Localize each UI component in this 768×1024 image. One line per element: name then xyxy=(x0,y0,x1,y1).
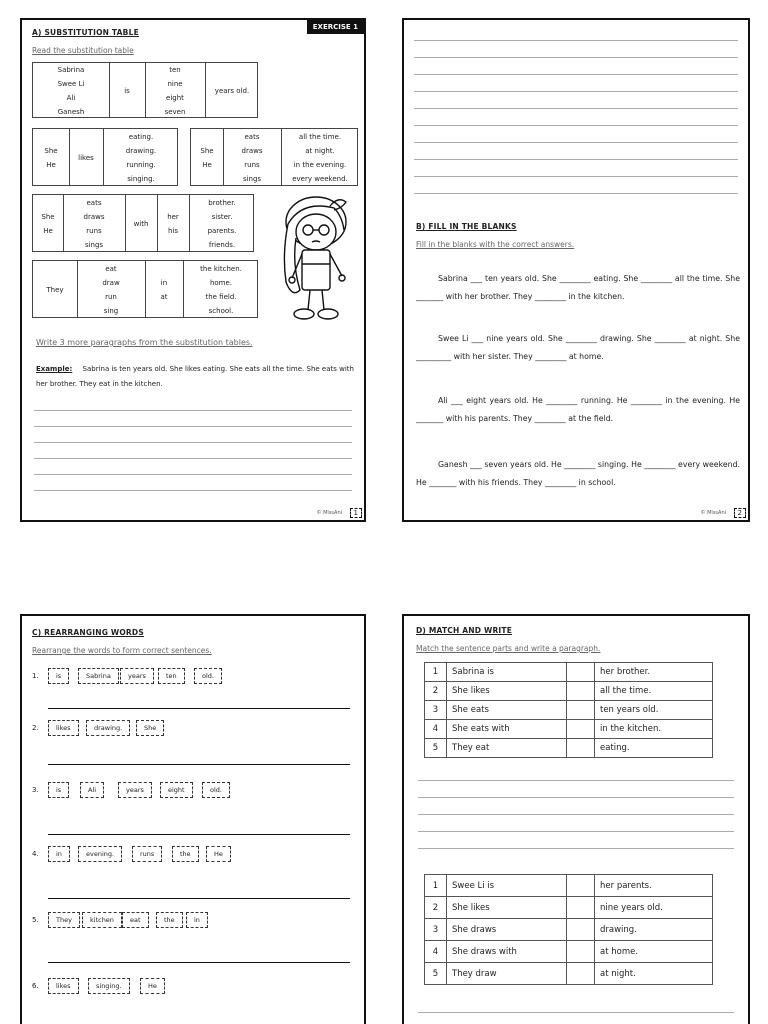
names-column: Sabrina Swee Li Ali Ganesh xyxy=(57,66,85,116)
substitution-table-5: They eat draw run sing in at the kitchen. home. the field. school. xyxy=(32,260,258,318)
answer-line[interactable] xyxy=(48,708,350,709)
table-row: 3 She draws drawing. xyxy=(425,919,713,941)
writing-line[interactable] xyxy=(418,797,734,798)
word-tile[interactable]: Sabrina xyxy=(78,668,119,684)
word-tile[interactable]: drawing. xyxy=(86,720,130,736)
section-heading: B) FILL IN THE BLANKS xyxy=(416,222,517,231)
writing-line[interactable] xyxy=(414,40,738,41)
write-instruction: Write 3 more paragraphs from the substitution tables. xyxy=(36,338,253,347)
match-table-2 xyxy=(424,874,713,985)
copyright: © MissAni xyxy=(316,510,342,516)
word-tile[interactable]: He xyxy=(206,846,231,862)
instruction: Rearrange the words to form correct sentences. xyxy=(32,646,212,655)
table-row: 5 They eat eating. xyxy=(425,739,713,758)
word-tile[interactable]: kitchen xyxy=(82,912,122,928)
section-heading: C) REARRANGING WORDS xyxy=(32,628,144,637)
writing-line[interactable] xyxy=(414,74,738,75)
fill-blank-paragraph-3[interactable]: Ali ___ eight years old. He ________ running. He ________ in the evening. He _______ with his parents. They ________ at the field. xyxy=(416,396,740,423)
match-blank[interactable] xyxy=(567,941,595,963)
example-paragraph xyxy=(36,362,354,392)
item-number: 3. xyxy=(32,786,39,794)
match-blank[interactable] xyxy=(567,682,595,701)
substitution-table-1 xyxy=(32,62,258,118)
example-label: Example: xyxy=(36,365,73,373)
word-tile[interactable]: They xyxy=(48,912,80,928)
writing-line[interactable] xyxy=(34,474,352,475)
writing-line[interactable] xyxy=(418,780,734,781)
page-number: 1 xyxy=(350,508,362,518)
section-heading: A) SUBSTITUTION TABLE xyxy=(32,28,139,37)
worksheet-page-3 xyxy=(20,614,366,1024)
table-row: 4 She eats with in the kitchen. xyxy=(425,720,713,739)
word-tile[interactable]: likes xyxy=(48,978,79,994)
writing-line[interactable] xyxy=(414,57,738,58)
worksheet-page-4 xyxy=(402,614,750,1024)
substitution-table-2: She He likes eating. drawing. running. singing. xyxy=(32,128,178,186)
item-number: 4. xyxy=(32,850,39,858)
match-blank[interactable] xyxy=(567,875,595,897)
fill-blank-paragraph-2[interactable]: Swee Li ___ nine years old. She ________ drawing. She ________ at night. She _________ with her sister. They ________ at home. xyxy=(416,334,740,361)
table-row: 3 She eats ten years old. xyxy=(425,701,713,720)
writing-line[interactable] xyxy=(34,458,352,459)
instruction: Fill in the blanks with the correct answers. xyxy=(416,240,575,249)
substitution-table-4: She He eats draws runs sings with her his brother. sister. parents. friends. xyxy=(32,194,254,252)
writing-line[interactable] xyxy=(418,848,734,849)
fill-blank-paragraph-4[interactable]: Ganesh ___ seven years old. He ________ singing. He ________ every weekend. He _______ with his friends. They ________ in school. xyxy=(416,460,740,487)
match-table-1 xyxy=(424,662,713,758)
word-tile[interactable]: in xyxy=(186,912,208,928)
item-number: 6. xyxy=(32,982,39,990)
word-tile[interactable]: old. xyxy=(202,782,230,798)
writing-line[interactable] xyxy=(34,426,352,427)
table-row: 2 She likes all the time. xyxy=(425,682,713,701)
word-tile[interactable]: old. xyxy=(194,668,222,684)
match-blank[interactable] xyxy=(567,919,595,941)
girl-illustration xyxy=(272,194,362,328)
writing-line[interactable] xyxy=(34,410,352,411)
writing-line[interactable] xyxy=(414,193,738,194)
table-row: 5 They draw at night. xyxy=(425,963,713,985)
word-tile[interactable]: evening. xyxy=(78,846,122,862)
answer-line[interactable] xyxy=(48,898,350,899)
table-row: 2 She likes nine years old. xyxy=(425,897,713,919)
word-tile[interactable]: likes xyxy=(48,720,79,736)
writing-line[interactable] xyxy=(418,1012,734,1013)
answer-line[interactable] xyxy=(48,834,350,835)
substitution-table-3: She He eats draws runs sings all the time. at night. in the evening. every weekend. xyxy=(190,128,358,186)
word-tile[interactable]: He xyxy=(140,978,165,994)
match-blank[interactable] xyxy=(567,720,595,739)
section-heading: D) MATCH AND WRITE xyxy=(416,626,513,635)
match-blank[interactable] xyxy=(567,963,595,985)
word-tile[interactable]: in xyxy=(48,846,70,862)
word-tile[interactable]: the xyxy=(156,912,183,928)
word-tile[interactable]: is xyxy=(48,668,69,684)
example-text: Sabrina is ten years old. She likes eating. She eats all the time. She eats with her brother. They eat in the kitchen. xyxy=(36,365,354,388)
worksheet-page-1 xyxy=(20,18,366,522)
match-blank[interactable] xyxy=(567,897,595,919)
item-number: 2. xyxy=(32,724,39,732)
table-row: 1 Swee Li is her parents. xyxy=(425,875,713,897)
exercise-badge: EXERCISE 1 xyxy=(307,20,364,34)
writing-line[interactable] xyxy=(414,142,738,143)
ending-cell: years old. xyxy=(214,87,250,95)
writing-line[interactable] xyxy=(418,814,734,815)
match-blank[interactable] xyxy=(567,739,595,758)
item-number: 5. xyxy=(32,916,39,924)
copyright: © MissAni xyxy=(700,510,726,516)
word-tile[interactable]: is xyxy=(48,782,69,798)
word-tile[interactable]: eat xyxy=(122,912,149,928)
verb-cell: is xyxy=(124,87,130,95)
match-blank[interactable] xyxy=(567,663,595,682)
writing-line[interactable] xyxy=(414,108,738,109)
table-row: 1 Sabrina is her brother. xyxy=(425,663,713,682)
writing-line[interactable] xyxy=(414,176,738,177)
writing-line[interactable] xyxy=(414,91,738,92)
writing-line[interactable] xyxy=(414,159,738,160)
word-tile[interactable]: eight xyxy=(160,782,193,798)
match-blank[interactable] xyxy=(567,701,595,720)
answer-line[interactable] xyxy=(48,962,350,963)
word-tile[interactable]: years xyxy=(118,782,152,798)
word-tile[interactable]: runs xyxy=(132,846,162,862)
writing-line[interactable] xyxy=(34,442,352,443)
worksheet-page-2 xyxy=(402,18,750,522)
word-tile[interactable]: Ali xyxy=(80,782,104,798)
numbers-column: ten nine eight seven xyxy=(164,66,186,116)
table-row: 4 She draws with at home. xyxy=(425,941,713,963)
instruction: Read the substitution table xyxy=(32,46,134,55)
word-tile[interactable]: the xyxy=(172,846,199,862)
page-number: 2 xyxy=(734,508,746,518)
word-tile[interactable]: She xyxy=(136,720,164,736)
writing-line[interactable] xyxy=(418,831,734,832)
word-tile[interactable]: singing. xyxy=(88,978,130,994)
writing-line[interactable] xyxy=(414,125,738,126)
item-number: 1. xyxy=(32,672,39,680)
word-tile[interactable]: years xyxy=(120,668,154,684)
word-tile[interactable]: ten xyxy=(158,668,185,684)
fill-blank-paragraph-1[interactable]: Sabrina ___ ten years old. She ________ eating. She ________ all the time. She _______ with her brother. They ________ in the kitchen. xyxy=(416,274,740,301)
instruction: Match the sentence parts and write a paragraph. xyxy=(416,644,601,653)
answer-line[interactable] xyxy=(48,764,350,765)
writing-line[interactable] xyxy=(34,490,352,491)
